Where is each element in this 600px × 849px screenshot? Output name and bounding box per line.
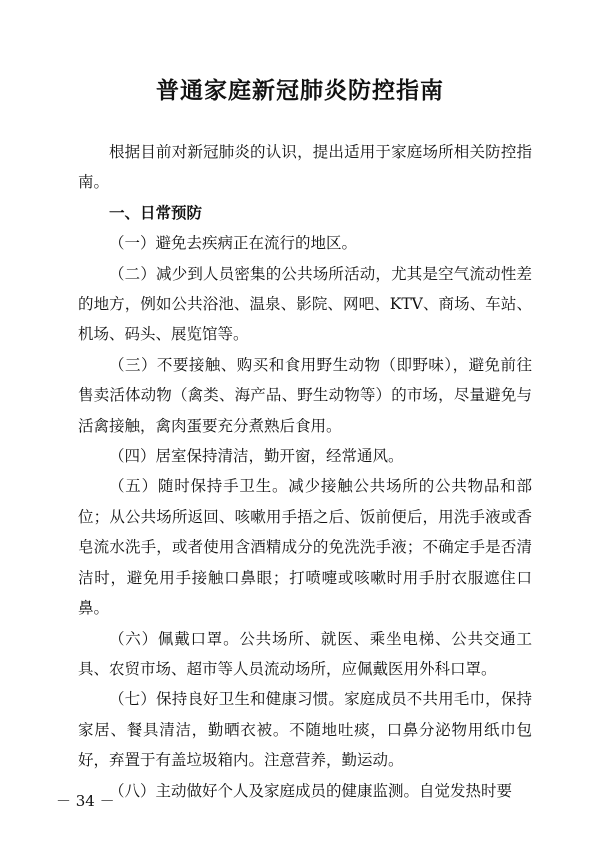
list-item-4: （四）居室保持清洁，勤开窗，经常通风。 [109, 447, 404, 466]
intro-paragraph: 根据目前对新冠肺炎的认识，提出适用于家庭场所相关防控指南。 [78, 143, 532, 192]
list-item-8: （八）主动做好个人及家庭成员的健康监测。自觉发热时要 [109, 781, 513, 800]
section-heading: 一、日常预防 [109, 203, 203, 222]
list-item-5: （五）随时保持手卫生。减少接触公共场所的公共物品和部位；从公共场所返回、咳嗽用手捂之后、饭前便后，用洗手液或香皂流水洗手，或者使用含酒精成分的免洗洗手液；不确定手是否清洁时，避免用手接触口鼻眼；打喷嚏或咳嗽时用手肘衣服遮住口鼻。 [78, 477, 532, 618]
page-number: － 34 － [56, 792, 115, 810]
list-item-2: （二）减少到人员密集的公共场所活动，尤其是空气流动性差的地方，例如公共浴池、温泉、影院、网吧、KTV、商场、车站、机场、码头、展览馆等。 [78, 264, 532, 344]
list-item-7: （七）保持良好卫生和健康习惯。家庭成员不共用毛巾，保持家居、餐具清洁，勤晒衣被。不随地吐痰，口鼻分泌物用纸巾包好，弃置于有盖垃圾箱内。注意营养，勤运动。 [78, 690, 532, 770]
document-title: 普通家庭新冠肺炎防控指南 [156, 77, 444, 104]
list-item-1: （一）避免去疾病正在流行的地区。 [109, 234, 358, 253]
list-item-6: （六）佩戴口罩。公共场所、就医、乘坐电梯、公共交通工具、农贸市场、超市等人员流动场所，应佩戴医用外科口罩。 [78, 629, 532, 678]
list-item-3: （三）不要接触、购买和食用野生动物（即野味），避免前往售卖活体动物（禽类、海产品、野生动物等）的市场，尽量避免与活禽接触，禽肉蛋要充分煮熟后食用。 [78, 355, 532, 435]
document-body [78, 137, 532, 806]
